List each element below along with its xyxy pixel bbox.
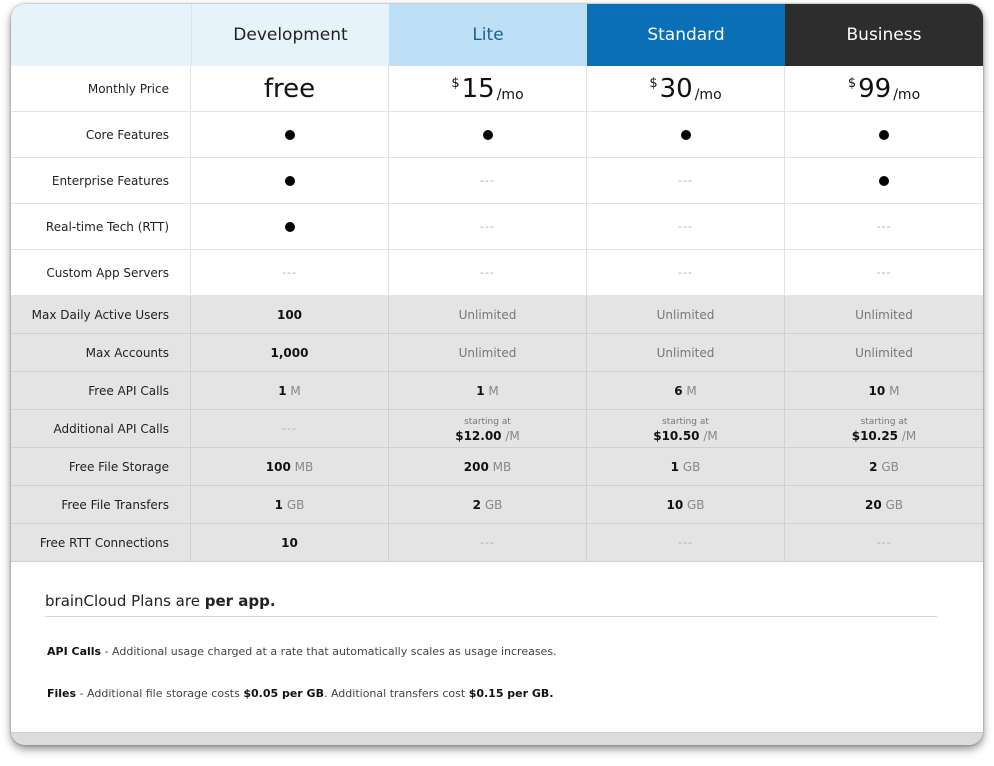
plan-header-standard: Standard — [587, 4, 785, 66]
currency-symbol: $ — [649, 75, 658, 91]
free-api-lite: 1 M — [389, 372, 587, 409]
plan-header-row — [11, 4, 983, 66]
price-lite — [389, 66, 587, 111]
price-period: /mo — [694, 86, 722, 103]
row-label: Max Accounts — [11, 334, 191, 371]
price-development — [191, 66, 389, 111]
free-api-development: 1 M — [191, 372, 389, 409]
feature-development — [191, 158, 389, 203]
feature-standard — [587, 158, 785, 203]
feature-standard — [587, 204, 785, 249]
rtt-lite: --- — [389, 524, 587, 561]
transfers-business: 20 GB — [864, 497, 904, 512]
currency-symbol: $ — [451, 75, 460, 91]
storage-business: 2 GB — [869, 459, 899, 474]
row-label: Free API Calls — [11, 372, 191, 409]
max-dau-standard: Unlimited — [587, 296, 785, 333]
currency-symbol: $ — [847, 75, 857, 91]
row-label: Monthly Price — [11, 66, 191, 111]
plan-header-development: Development — [191, 4, 389, 66]
feature-business — [785, 158, 983, 203]
not-included-dash: --- — [678, 220, 693, 233]
storage-standard: 1 GB — [587, 448, 785, 485]
price-free: free — [263, 73, 316, 104]
plan-header-lite: Lite — [389, 4, 587, 66]
transfers-standard: 10 GB — [587, 486, 785, 523]
feature-development — [191, 112, 389, 157]
feature-standard — [587, 112, 785, 157]
additional-api-business: starting at $10.25 /M — [851, 416, 917, 443]
feature-row — [11, 112, 983, 158]
feature-business — [785, 204, 983, 249]
additional-api-lite: starting at $12.00 /M — [389, 410, 587, 447]
storage-lite: 200 MB — [389, 448, 587, 485]
price-business — [785, 66, 983, 111]
price-standard — [587, 66, 785, 111]
row-label: Free File Storage — [11, 448, 191, 485]
transfers-row — [11, 486, 983, 524]
api-calls-note: API Calls - Additional usage charged at a rate that automatically scales as usage increases. — [47, 645, 557, 658]
not-included-dash: --- — [480, 220, 495, 233]
included-dot-icon — [879, 176, 889, 186]
bottom-bar — [11, 732, 983, 745]
not-included-dash: --- — [480, 266, 495, 279]
max-accounts-lite: Unlimited — [389, 334, 587, 371]
row-label: Real-time Tech (RTT) — [11, 204, 191, 249]
max-accounts-standard: Unlimited — [587, 334, 785, 371]
feature-development — [191, 250, 389, 295]
not-included-dash: --- — [876, 266, 892, 279]
storage-row — [11, 448, 983, 486]
additional-api-row — [11, 410, 983, 448]
max-dau-development: 100 — [191, 296, 389, 333]
included-dot-icon — [285, 176, 295, 186]
not-included-dash: --- — [282, 266, 297, 279]
transfers-lite: 2 GB — [389, 486, 587, 523]
feature-row — [11, 250, 983, 296]
rtt-standard: --- — [587, 524, 785, 561]
plans-footer — [11, 562, 983, 732]
free-api-business: 10 M — [868, 383, 900, 398]
included-dot-icon — [879, 130, 889, 140]
header-corner — [11, 4, 191, 66]
transfers-development: 1 GB — [191, 486, 389, 523]
not-included-dash: --- — [678, 266, 693, 279]
free-api-row — [11, 372, 983, 410]
included-dot-icon — [285, 222, 295, 232]
feature-row — [11, 158, 983, 204]
not-included-dash: --- — [678, 174, 693, 187]
pricing-card — [11, 4, 983, 745]
row-label: Additional API Calls — [11, 410, 191, 447]
price-amount: 99 — [858, 73, 892, 104]
row-label: Free File Transfers — [11, 486, 191, 523]
not-included-dash: --- — [480, 174, 495, 187]
row-label: Max Daily Active Users — [11, 296, 191, 333]
feature-lite — [389, 204, 587, 249]
max-accounts-row — [11, 334, 983, 372]
max-dau-business: Unlimited — [855, 307, 913, 322]
additional-api-standard: starting at $10.50 /M — [587, 410, 785, 447]
feature-lite — [389, 158, 587, 203]
free-api-standard: 6 M — [587, 372, 785, 409]
price-amount: 30 — [659, 73, 693, 104]
plan-header-business: Business — [785, 4, 983, 66]
feature-standard — [587, 250, 785, 295]
price-period: /mo — [893, 86, 921, 103]
rtt-row — [11, 524, 983, 562]
price-period: /mo — [496, 86, 524, 103]
price-row — [11, 66, 983, 112]
row-label: Custom App Servers — [11, 250, 191, 295]
feature-development — [191, 204, 389, 249]
feature-lite — [389, 250, 587, 295]
included-dot-icon — [285, 130, 295, 140]
rtt-business: --- — [876, 536, 892, 549]
max-dau-row — [11, 296, 983, 334]
price-amount: 15 — [461, 73, 495, 104]
files-note: Files - Additional file storage costs $0.05 per GB. Additional transfers cost $0.15 per GB. — [47, 687, 554, 700]
feature-row — [11, 204, 983, 250]
feature-lite — [389, 112, 587, 157]
max-accounts-development: 1,000 — [191, 334, 389, 371]
feature-business — [785, 250, 983, 295]
row-label: Free RTT Connections — [11, 524, 191, 561]
included-dot-icon — [681, 130, 691, 140]
included-dot-icon — [483, 130, 493, 140]
row-label: Core Features — [11, 112, 191, 157]
not-included-dash: --- — [876, 220, 892, 233]
storage-development: 100 MB — [191, 448, 389, 485]
footer-title: brainCloud Plans are per app. — [45, 592, 937, 617]
max-dau-lite: Unlimited — [389, 296, 587, 333]
max-accounts-business: Unlimited — [855, 345, 913, 360]
row-label: Enterprise Features — [11, 158, 191, 203]
feature-business — [785, 112, 983, 157]
additional-api-development: --- — [191, 410, 389, 447]
rtt-development: 10 — [191, 524, 389, 561]
